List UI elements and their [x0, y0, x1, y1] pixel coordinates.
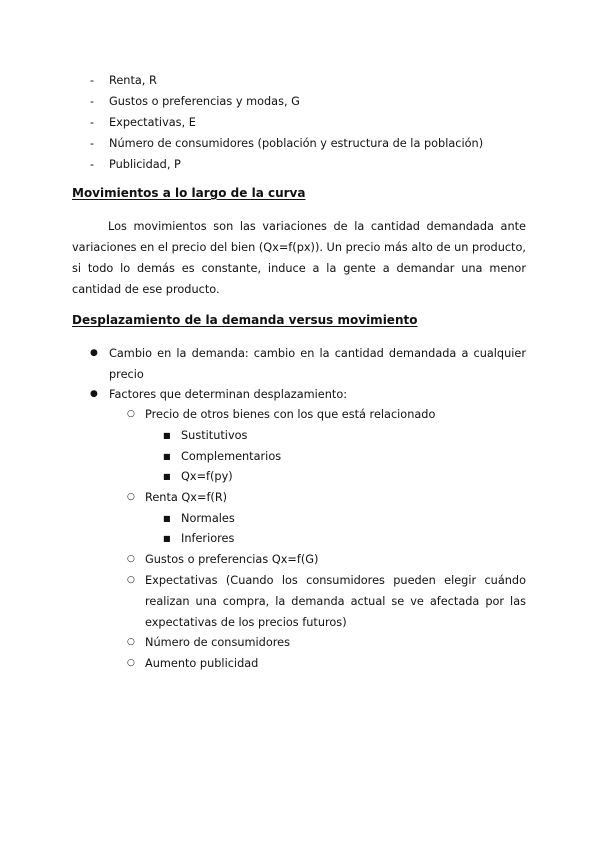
sub-sub-bullet-item — [163, 528, 234, 549]
circle-marker: ○ — [127, 637, 135, 647]
dash-marker: - — [90, 74, 95, 87]
list-item — [90, 154, 483, 175]
circle-marker: ○ — [127, 658, 135, 668]
square-marker: ■ — [163, 534, 171, 543]
sub-bullet-item — [127, 653, 526, 674]
bullet-item — [90, 343, 526, 385]
circle-marker: ○ — [127, 575, 135, 585]
demand-factors-list — [90, 70, 483, 175]
sub-bullet-text: Expectativas (Cuando los consumidores pueden elegir cuándo realizan una compra, la demanda actual se ve afectada por las expectativas de los precios futuros) — [145, 574, 526, 629]
sub-sub-bullet-item — [163, 466, 233, 487]
list-item — [90, 133, 483, 154]
sub-bullet-text: Precio de otros bienes con los que está relacionado — [145, 408, 436, 421]
sub-sub-bullet-text: Qx=f(py) — [181, 470, 233, 483]
bullet-item — [90, 384, 526, 405]
movements-paragraph: Los movimientos son las variaciones de la cantidad demandada ante variaciones en el precio del bien (Qx=f(px)). Un precio más alto de un producto, si todo lo demás es constante, induce a la gente a demandar una menor cantidad de ese producto. — [72, 220, 526, 296]
sub-sub-bullet-item — [163, 446, 281, 467]
dash-marker: - — [90, 158, 95, 171]
sub-bullet-text: Número de consumidores — [145, 636, 290, 649]
list-item — [90, 70, 483, 91]
circle-marker: ○ — [127, 492, 135, 502]
sub-bullet-item — [127, 632, 526, 653]
bullet-marker: ● — [90, 389, 98, 399]
circle-marker: ○ — [127, 554, 135, 564]
circle-marker: ○ — [127, 409, 135, 419]
dash-marker: - — [90, 116, 95, 129]
bullet-text: Factores que determinan desplazamiento: — [109, 388, 348, 401]
square-marker: ■ — [163, 472, 171, 481]
list-item-text: Expectativas, E — [109, 116, 196, 129]
bullet-marker: ● — [90, 348, 98, 358]
sub-bullet-text: Renta Qx=f(R) — [145, 491, 228, 504]
sub-sub-bullet-text: Sustitutivos — [181, 429, 248, 442]
sub-sub-bullet-item — [163, 508, 235, 529]
sub-sub-bullet-text: Complementarios — [181, 450, 282, 463]
sub-bullet-item — [127, 570, 526, 633]
dash-marker: - — [90, 137, 95, 150]
list-item-text: Número de consumidores (población y estructura de la población) — [109, 137, 484, 150]
bullet-text: Cambio en la demanda: cambio en la cantidad demandada a cualquier precio — [109, 347, 526, 381]
sub-bullet-text: Gustos o preferencias Qx=f(G) — [145, 553, 319, 566]
list-item-text: Gustos o preferencias y modas, G — [109, 95, 300, 108]
section-heading-shift: Desplazamiento de la demanda versus movimiento — [72, 313, 418, 327]
sub-bullet-item — [127, 404, 526, 425]
list-item-text: Renta, R — [109, 74, 157, 87]
list-item — [90, 91, 483, 112]
sub-bullet-item — [127, 549, 526, 570]
list-item-text: Publicidad, P — [109, 158, 181, 171]
section-heading-movements: Movimientos a lo largo de la curva — [72, 186, 306, 200]
square-marker: ■ — [163, 431, 171, 440]
sub-sub-bullet-text: Normales — [181, 512, 235, 525]
dash-marker: - — [90, 95, 95, 108]
square-marker: ■ — [163, 452, 171, 461]
sub-bullet-text: Aumento publicidad — [145, 657, 259, 670]
sub-sub-bullet-item — [163, 425, 247, 446]
square-marker: ■ — [163, 514, 171, 523]
sub-sub-bullet-text: Inferiores — [181, 532, 235, 545]
list-item — [90, 112, 483, 133]
sub-bullet-item — [127, 487, 526, 508]
